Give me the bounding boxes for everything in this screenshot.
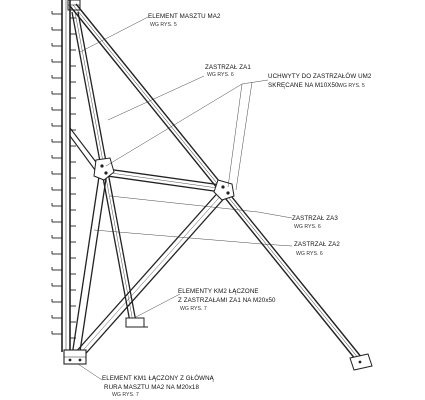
label-zastrzal-za3: ZASTRZAŁ ZA3 xyxy=(292,215,338,222)
label-elementy-km2: ELEMENTY KM2 ŁĄCZONE xyxy=(178,288,259,295)
label-uchwyty-um2-ref: WG RYS. 5 xyxy=(338,83,365,89)
label-element-km1: ELEMENT KM1 ŁĄCZONY Z GŁÓWNĄ xyxy=(102,375,214,382)
label-element-ma2: ELEMENT MASZTU MA2 xyxy=(148,13,221,20)
label-zastrzal-za1-ref: WG RYS. 6 xyxy=(207,72,234,78)
label-zastrzal-za2: ZASTRZAŁ ZA2 xyxy=(294,241,340,248)
strut-za2 xyxy=(72,170,107,358)
label-zastrzal-za3-ref: WG RYS. 6 xyxy=(294,224,321,230)
label-element-ma2-ref: WG RYS. 5 xyxy=(150,22,177,28)
foot-plate-main xyxy=(64,350,86,364)
strut-lower-cross xyxy=(74,188,228,360)
label-uchwyty-um2: UCHWYTY DO ZASTRZAŁÓW UM2 xyxy=(268,73,372,80)
main-mast xyxy=(62,0,70,352)
foot-plate-middle xyxy=(126,318,148,327)
label-elementy-km2-line2: Z ZASTRZAŁAMI ZA1 NA M20x50 xyxy=(178,297,276,304)
label-uchwyty-um2-line2: SKRĘCANE NA M10X50 xyxy=(268,82,339,89)
bracket-right-node xyxy=(214,180,234,200)
strut-za1 xyxy=(70,4,362,360)
label-zastrzal-za2-ref: WG RYS. 6 xyxy=(296,251,323,257)
label-element-km1-ref: WG RYS. 7 xyxy=(112,392,139,398)
label-element-km1-line2: RURA MASZTU MA2 NA M20x18 xyxy=(104,384,199,391)
strut-za3 xyxy=(100,168,228,193)
label-zastrzal-za1: ZASTRZAŁ ZA1 xyxy=(205,64,251,71)
mast-rungs xyxy=(52,11,76,338)
label-elementy-km2-ref: WG RYS. 7 xyxy=(180,306,207,312)
